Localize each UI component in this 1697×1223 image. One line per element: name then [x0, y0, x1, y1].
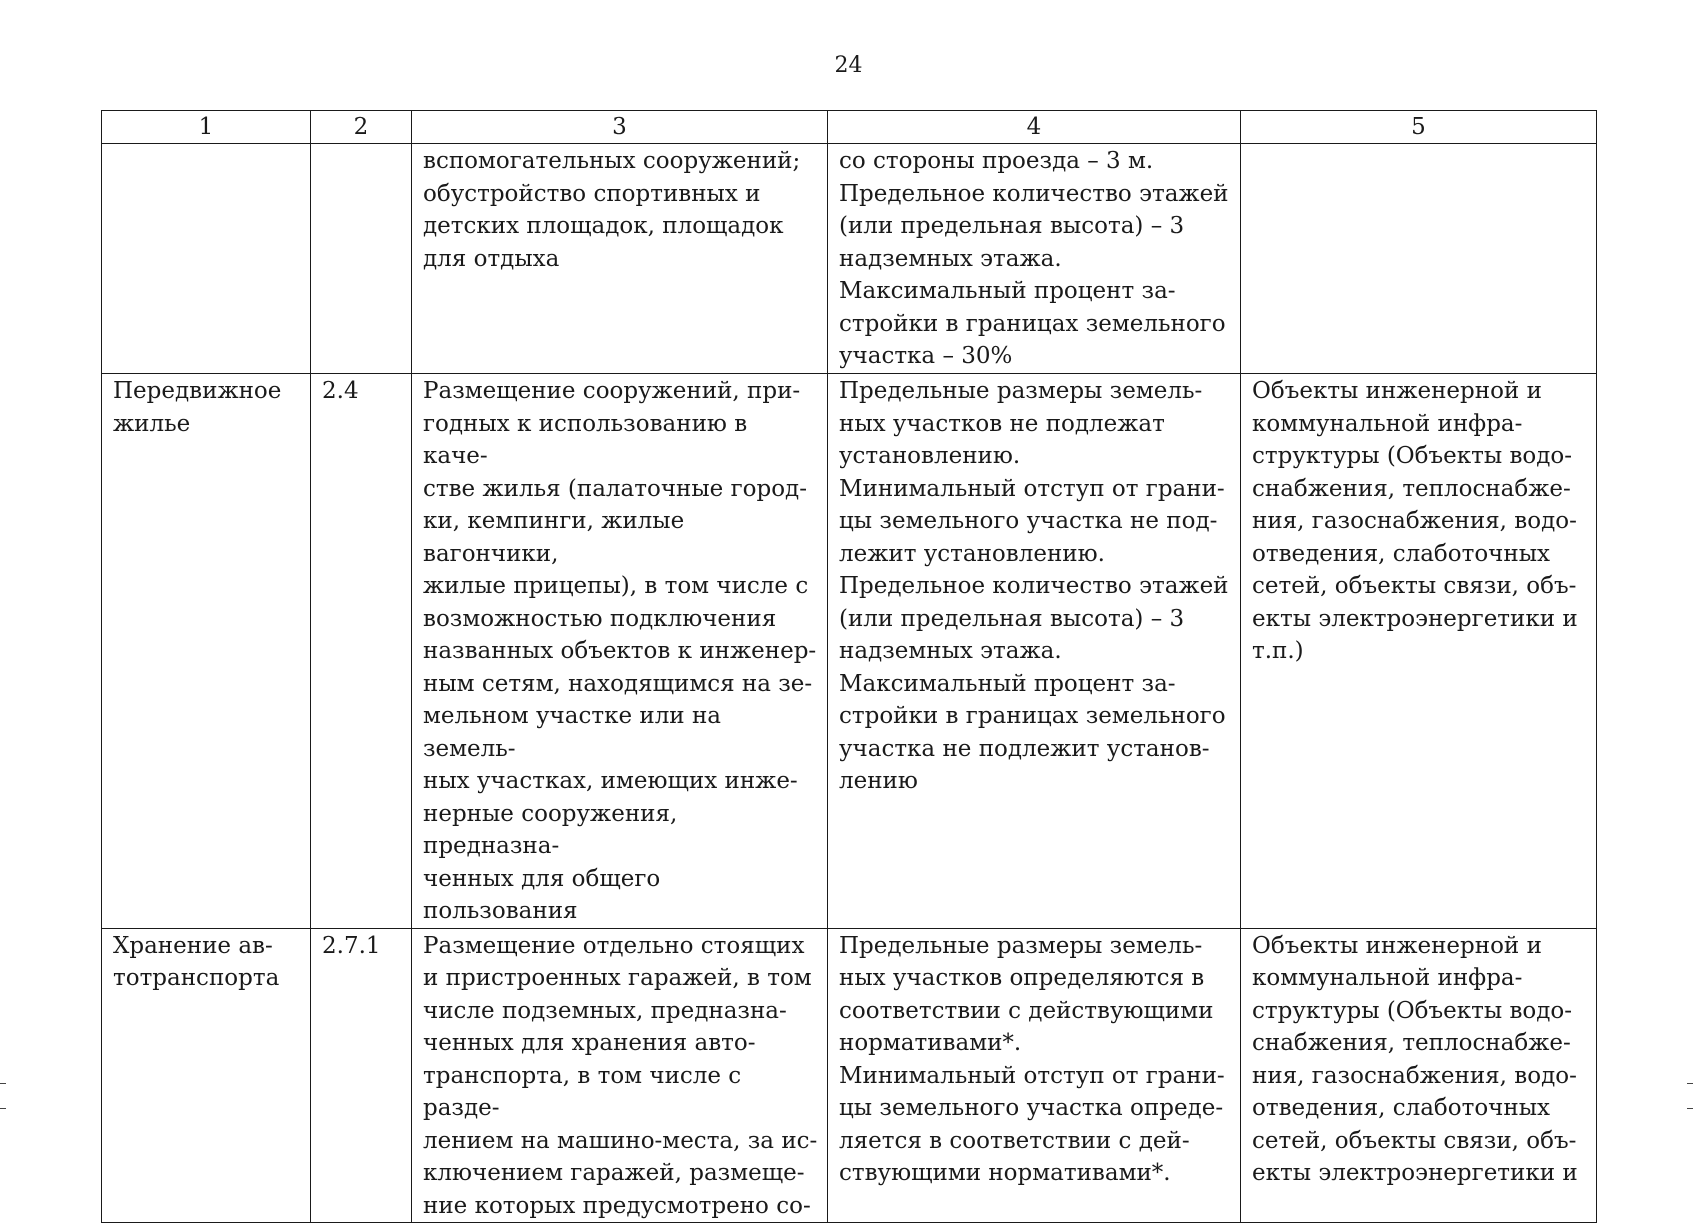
cell-auxiliary-uses	[1241, 374, 1597, 929]
table-row	[102, 374, 1597, 929]
cell-code	[311, 144, 412, 374]
scan-edge-mark	[0, 1083, 6, 1084]
cell-text: Размещение отдельно стоящих и пристроенных гаражей, в том числе подземных, предназна- ченных для хранения авто- транспорта, в том числе с разде- лением на машино-места, за ис- ключением гаражей, размеще- ние которых предусмотрено со-	[423, 932, 818, 1219]
cell-parameters	[828, 374, 1241, 929]
cell-text: Хранение ав- тотранспорта	[113, 932, 280, 991]
column-header-3: 3	[412, 111, 828, 144]
cell-parameters	[828, 144, 1241, 374]
cell-description	[412, 928, 828, 1223]
table-header	[102, 111, 1597, 144]
cell-description	[412, 144, 828, 374]
column-header-5: 5	[1241, 111, 1597, 144]
cell-use-name	[102, 144, 311, 374]
scan-edge-mark	[1687, 1083, 1693, 1084]
regulations-table	[101, 110, 1597, 1223]
cell-text: 2.4	[322, 378, 359, 404]
cell-text: вспомогательных сооружений; обустройство спортивных и детских площадок, площадок для отдыха	[423, 148, 801, 272]
cell-auxiliary-uses	[1241, 928, 1597, 1223]
scan-edge-mark	[0, 1108, 6, 1109]
cell-use-name	[102, 374, 311, 929]
cell-code	[311, 928, 412, 1223]
cell-description	[412, 374, 828, 929]
table-body	[102, 144, 1597, 1223]
table-row	[102, 144, 1597, 374]
cell-code	[311, 374, 412, 929]
cell-auxiliary-uses	[1241, 144, 1597, 374]
cell-text: Передвижное жилье	[113, 378, 282, 437]
column-header-1: 1	[102, 111, 311, 144]
cell-parameters	[828, 928, 1241, 1223]
cell-text: Размещение сооружений, при- годных к использованию в каче- стве жилья (палаточные город- ки, кемпинги, жилые вагончики, жилые прицепы), в том числе с возможностью подключения названных объектов к инженер- ным сетям, находящимся на зе- мельном участке или на земель- ных участках, имеющих инже- нерные сооружения, предназна- ченных для общего пользования	[423, 378, 817, 924]
column-header-4: 4	[828, 111, 1241, 144]
cell-text: со стороны проезда – 3 м. Предельное количество этажей (или предельная высота) – 3 надземных этажа. Максимальный процент за- стройки в границах земельного участка – 30%	[839, 148, 1229, 369]
column-header-2: 2	[311, 111, 412, 144]
cell-use-name	[102, 928, 311, 1223]
scan-edge-mark	[1687, 1108, 1693, 1109]
header-row	[102, 111, 1597, 144]
page-number: 24	[834, 53, 863, 78]
cell-text: 2.7.1	[322, 932, 381, 959]
cell-text: Объекты инженерной и коммунальной инфра- структуры (Объекты водо- снабжения, теплоснабже- ния, газоснабжения, водо- отведения, слаботочных сетей, объекты связи, объ- екты электроэнергетики и т.п.)	[1252, 378, 1578, 664]
cell-text: Предельные размеры земель- ных участков определяются в соответствии с действующими нормативами*. Минимальный отступ от грани- цы земельного участка опреде- ляется в соответствии с дей- ствующими нормативами*.	[839, 932, 1225, 1186]
cell-text: Предельные размеры земель- ных участков не подлежат установлению. Минимальный отступ от грани- цы земельного участка не под- лежит установлению. Предельное количество этажей (или предельная высота) – 3 надземных этажа. Максимальный процент за- стройки в границах земельного участка не подлежит установ- лению	[839, 378, 1229, 794]
cell-text: Объекты инженерной и коммунальной инфра- структуры (Объекты водо- снабжения, теплоснабже- ния, газоснабжения, водо- отведения, слаботочных сетей, объекты связи, объ- екты электроэнергетики и	[1252, 932, 1578, 1186]
table-row	[102, 928, 1597, 1223]
